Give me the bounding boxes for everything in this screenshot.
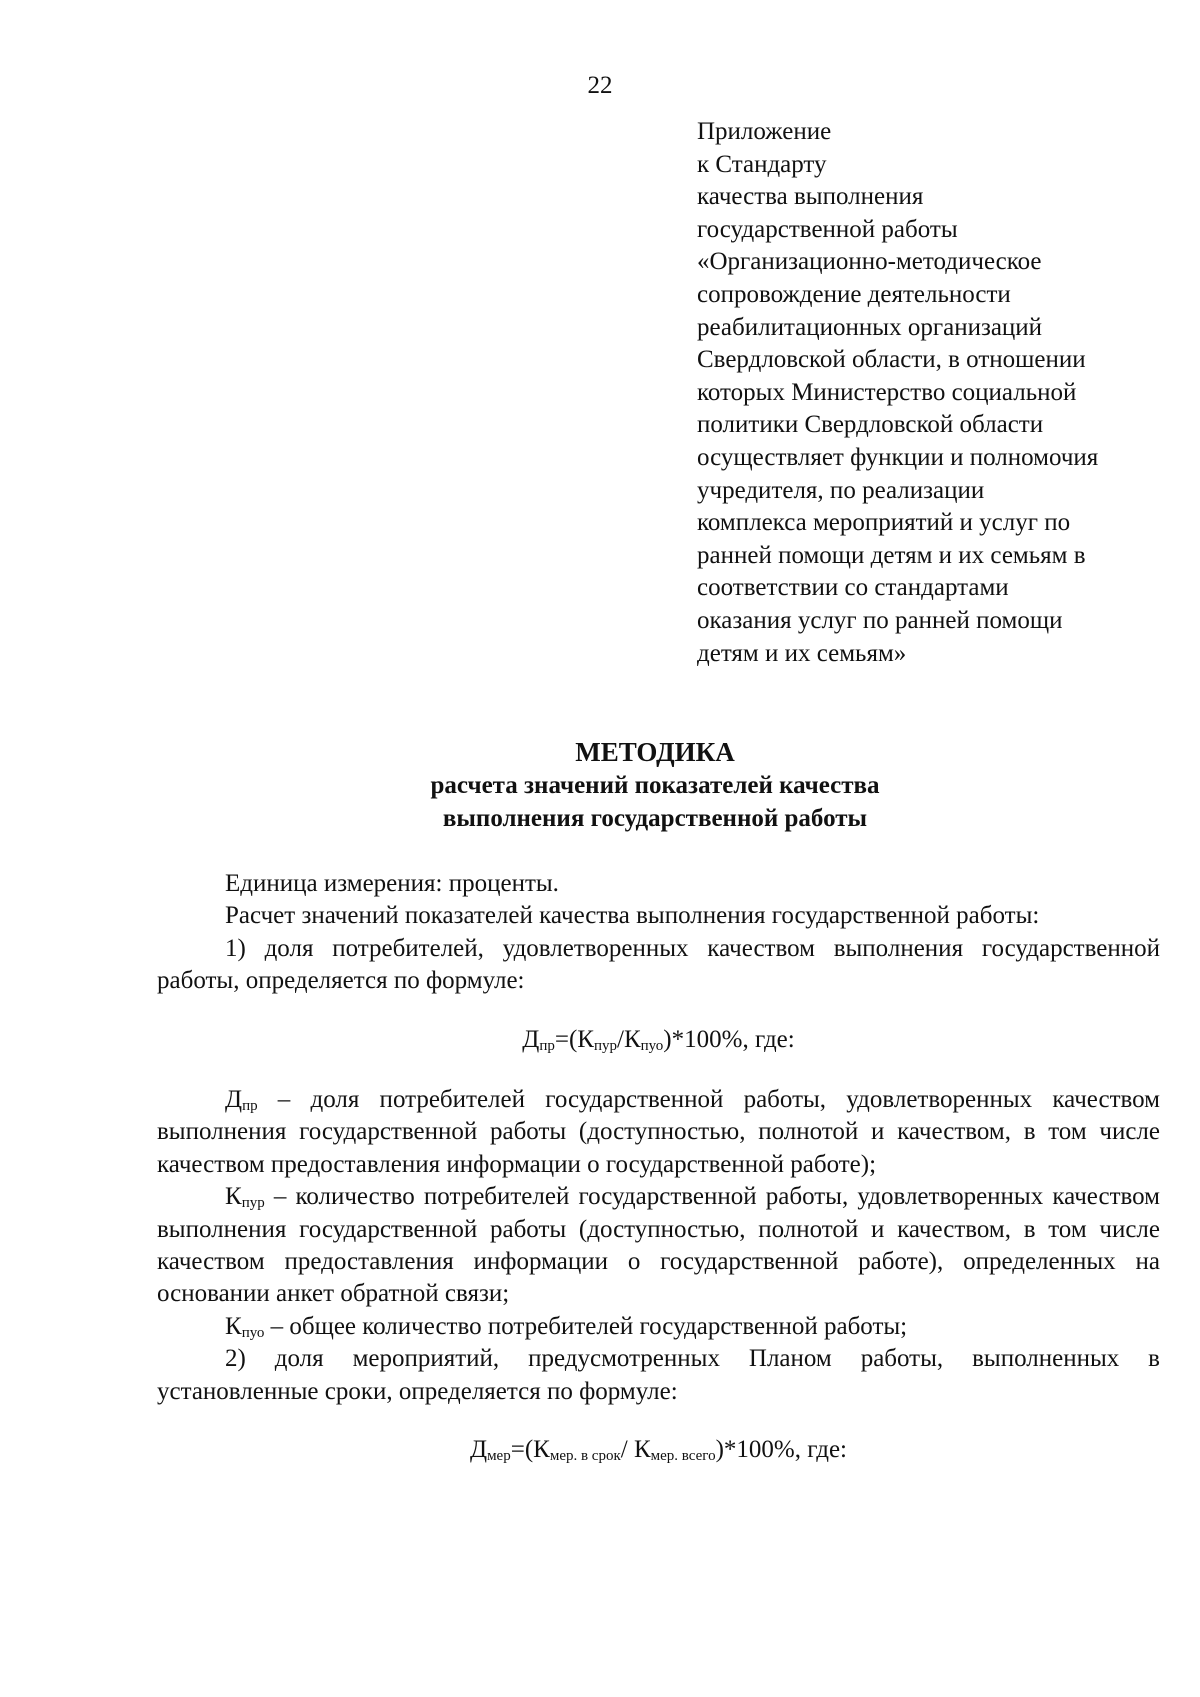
appendix-line: соответствии со стандартами (697, 574, 1009, 602)
page-number: 22 (587, 72, 613, 99)
document-body (157, 868, 1160, 1495)
title-line-2: расчета значений показателей качества (430, 772, 880, 799)
formula-2 (157, 1434, 1160, 1466)
appendix-line: Свердловской области, в отношении (697, 346, 1086, 374)
item-1-paragraph: 1) доля потребителей, удовлетворенных качеством выполнения государственной работы, определяется по формуле: (157, 934, 1160, 995)
formula-1-k1-sub: пур (593, 1037, 618, 1054)
appendix-line: комплекса мероприятий и услуг по (697, 509, 1071, 537)
definition-kpuo-symbol: К (225, 1312, 242, 1340)
title-line-3: выполнения государственной работы (442, 805, 868, 832)
definition-dpr-symbol: Д (225, 1086, 243, 1114)
calc-intro-paragraph: Расчет значений показателей качества выполнения государственной работы: (225, 902, 1040, 930)
appendix-line: политики Свердловской области (697, 411, 1044, 439)
formula-1-slash: /К (617, 1025, 641, 1053)
item-2-paragraph: 2) доля мероприятий, предусмотренных Планом работы, выполненных в установленные сроки, определяется по формуле: (157, 1345, 1160, 1405)
appendix-line: детям и их семьям» (697, 639, 907, 667)
formula-2-eq: =(К (510, 1436, 550, 1464)
definition-kpuo-sub: пуо (241, 1324, 265, 1341)
formula-2-d: Д (470, 1436, 488, 1464)
appendix-block (697, 116, 1177, 670)
appendix-line: которых Министерство социальной (697, 378, 1077, 406)
formula-2-slash: / К (620, 1436, 651, 1464)
unit-paragraph: Единица измерения: проценты. (225, 870, 559, 897)
definition-dpr (157, 1084, 1160, 1181)
formula-2-d-sub: мер (487, 1448, 511, 1465)
appendix-line: реабилитационных организаций (697, 313, 1043, 341)
formula-1-d-sub: пр (539, 1037, 555, 1054)
appendix-line: государственной работы (697, 215, 958, 243)
formula-1-eq: =(К (554, 1025, 594, 1053)
definition-kpur-sub: пур (241, 1195, 265, 1212)
appendix-line: оказания услуг по ранней помощи (697, 606, 1063, 634)
appendix-line: к Стандарту (697, 150, 827, 178)
appendix-line: осуществляет функции и полномочия (697, 443, 1099, 471)
definition-kpuo (157, 1311, 1160, 1343)
appendix-line: Приложение (697, 118, 832, 145)
formula-2-tail: )*100%, где: (715, 1436, 847, 1464)
formula-2-k2-sub: мер. всего (650, 1448, 716, 1465)
definition-kpuo-text: – общее количество потребителей государственной работы; (264, 1312, 908, 1340)
appendix-line: ранней помощи детям и их семьям в (697, 541, 1086, 569)
appendix-line: сопровождение деятельности (697, 280, 1011, 308)
definition-kpur-symbol: К (225, 1183, 242, 1211)
appendix-line: качества выполнения (697, 183, 924, 211)
document-title (0, 736, 1200, 835)
formula-2-k1-sub: мер. в срок (549, 1448, 621, 1465)
formula-1-tail: )*100%, где: (663, 1025, 795, 1053)
formula-1-d: Д (522, 1025, 540, 1053)
definition-kpur-text: – количество потребителей государственной работы, удовлетворенных качеством выполнения государственной работы (доступностью, полнотой и качеством, в том числе качеством предоставления информации о государственной работе), определенных на основании анкет обратной связи; (157, 1183, 1160, 1308)
title-main: МЕТОДИКА (575, 737, 735, 767)
definition-dpr-sub: пр (242, 1098, 258, 1115)
appendix-line: учредителя, по реализации (697, 476, 985, 504)
formula-1-k2-sub: пуо (640, 1037, 664, 1054)
formula-1 (157, 1024, 1160, 1056)
definition-kpur (157, 1181, 1160, 1311)
appendix-line: «Организационно-методическое (697, 248, 1042, 276)
definition-dpr-text: – доля потребителей государственной работы, удовлетворенных качеством выполнения государственной работы (доступностью, полнотой и качеством, в том числе качеством предоставления информации о государственной работе); (157, 1086, 1160, 1178)
